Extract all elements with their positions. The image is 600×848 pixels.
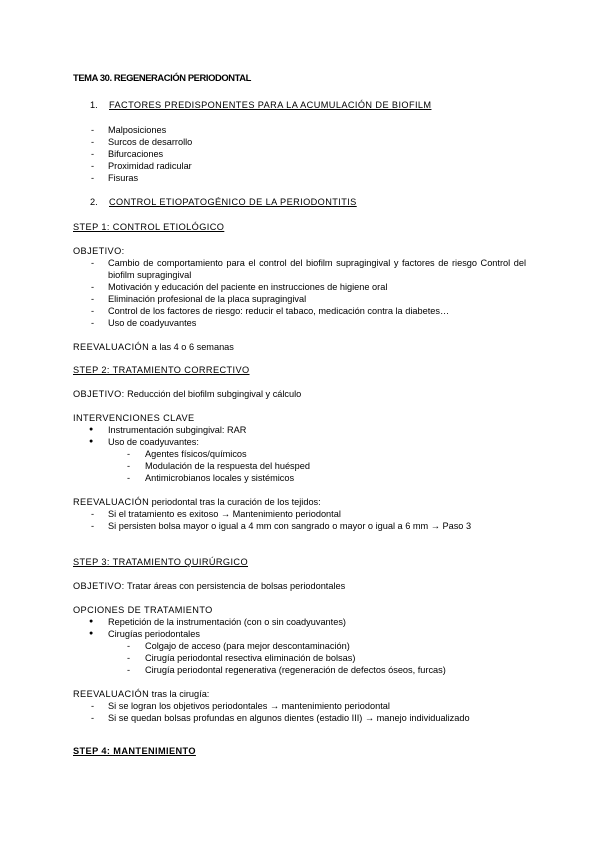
- list-dash: -: [91, 173, 95, 183]
- reeval-text: periodontal tras la curación de los tejidos:: [149, 497, 321, 507]
- list-dash: -: [127, 641, 131, 651]
- list-item: Bifurcaciones: [108, 149, 164, 159]
- list-item: Uso de coadyuvantes: [108, 318, 197, 328]
- step1-reevaluation: [73, 341, 234, 353]
- list-dash: -: [127, 449, 131, 459]
- list-dash: -: [91, 509, 95, 519]
- list-item: Repetición de la instrumentación (con o sin coadyuvantes): [108, 617, 346, 627]
- objective-text: Reducción del biofilm subgingival y cálculo: [124, 389, 302, 399]
- list-item: Surcos de desarrollo: [108, 137, 193, 147]
- reeval-text: tras la cirugía:: [149, 689, 210, 699]
- list-item: Cambio de comportamiento para el control del biofilm supragingival y factores de riesgo Control del biofilm supragingival: [108, 258, 526, 280]
- list-item: Instrumentación subgingival: RAR: [108, 425, 247, 435]
- section2-number: 2.: [90, 197, 98, 207]
- page-title: TEMA 30. REGENERACIÓN PERIODONTAL: [73, 72, 251, 83]
- list-dash: -: [91, 282, 95, 292]
- step2-reevaluation: [73, 496, 321, 508]
- list-item: Cirugías periodontales: [108, 629, 200, 639]
- step1-objective-label: OBJETIVO:: [73, 246, 125, 256]
- list-item: Modulación de la respuesta del huésped: [145, 461, 310, 471]
- list-item: Antimicrobianos locales y sistémicos: [145, 473, 295, 483]
- reeval-label: REEVALUACIÓN: [73, 689, 150, 699]
- list-dash: -: [91, 521, 95, 531]
- list-dash: -: [127, 653, 131, 663]
- options-label: OPCIONES DE TRATAMIENTO: [73, 605, 213, 615]
- list-item: Cirugía periodontal regenerativa (regeneración de defectos óseos, furcas): [145, 665, 446, 675]
- section1-number: 1.: [90, 100, 98, 110]
- list-item: Malposiciones: [108, 125, 167, 135]
- reeval-label: REEVALUACIÓN: [73, 342, 150, 352]
- list-item: Si el tratamiento es exitoso → Mantenimiento periodontal: [108, 509, 341, 519]
- list-dash: -: [127, 461, 131, 471]
- list-dash: -: [91, 137, 95, 147]
- section1-heading: FACTORES PREDISPONENTES PARA LA ACUMULACIÓN DE BIOFILM: [109, 100, 432, 110]
- list-item: Control de los factores de riesgo: reducir el tabaco, medicación contra la diabetes…: [108, 306, 450, 316]
- interventions-label: INTERVENCIONES CLAVE: [73, 413, 195, 423]
- list-dash: -: [91, 149, 95, 159]
- list-item: Si se logran los objetivos periodontales → mantenimiento periodontal: [108, 701, 390, 711]
- list-dash: -: [91, 701, 95, 711]
- section2-heading: CONTROL ETIOPATOGÉNICO DE LA PERIODONTITIS: [109, 197, 357, 207]
- list-item: Motivación y educación del paciente en instrucciones de higiene oral: [108, 282, 388, 292]
- list-dash: -: [91, 713, 95, 723]
- reeval-text: a las 4 o 6 semanas: [149, 342, 234, 352]
- list-item: Si se quedan bolsas profundas en algunos dientes (estadio III) → manejo individualizado: [108, 713, 470, 723]
- step2-objective: [73, 388, 301, 400]
- list-bullet: ●: [89, 618, 94, 625]
- list-item: Cirugía periodontal resectiva eliminación de bolsas): [145, 653, 356, 663]
- list-dash: -: [91, 161, 95, 171]
- step2-heading: STEP 2: TRATAMIENTO CORRECTIVO: [73, 365, 250, 375]
- step1-heading: STEP 1: CONTROL ETIOLÓGICO: [73, 222, 225, 232]
- list-dash: -: [127, 665, 131, 675]
- list-bullet: ●: [89, 426, 94, 433]
- reeval-label: REEVALUACIÓN: [73, 497, 150, 507]
- list-dash: -: [91, 258, 95, 268]
- list-item: Uso de coadyuvantes:: [108, 437, 199, 447]
- step3-reevaluation: [73, 688, 209, 700]
- list-item: Fisuras: [108, 173, 139, 183]
- objective-label: OBJETIVO:: [73, 581, 125, 591]
- list-bullet: ●: [89, 438, 94, 445]
- step4-heading: STEP 4: MANTENIMIENTO: [73, 746, 196, 756]
- list-dash: -: [91, 125, 95, 135]
- list-item: Proximidad radicular: [108, 161, 192, 171]
- step3-heading: STEP 3: TRATAMIENTO QUIRÚRGICO: [73, 557, 249, 567]
- list-bullet: ●: [89, 630, 94, 637]
- list-dash: -: [91, 294, 95, 304]
- list-dash: -: [91, 306, 95, 316]
- objective-text: Tratar áreas con persistencia de bolsas periodontales: [124, 581, 346, 591]
- list-dash: -: [91, 318, 95, 328]
- list-item: Agentes físicos/químicos: [145, 449, 247, 459]
- list-item: Colgajo de acceso (para mejor descontaminación): [145, 641, 350, 651]
- step3-objective: [73, 580, 345, 592]
- objective-label: OBJETIVO:: [73, 389, 125, 399]
- list-dash: -: [127, 473, 131, 483]
- list-item: Si persisten bolsa mayor o igual a 4 mm con sangrado o mayor o igual a 6 mm → Paso 3: [108, 521, 472, 531]
- list-item: Eliminación profesional de la placa supragingival: [108, 294, 307, 304]
